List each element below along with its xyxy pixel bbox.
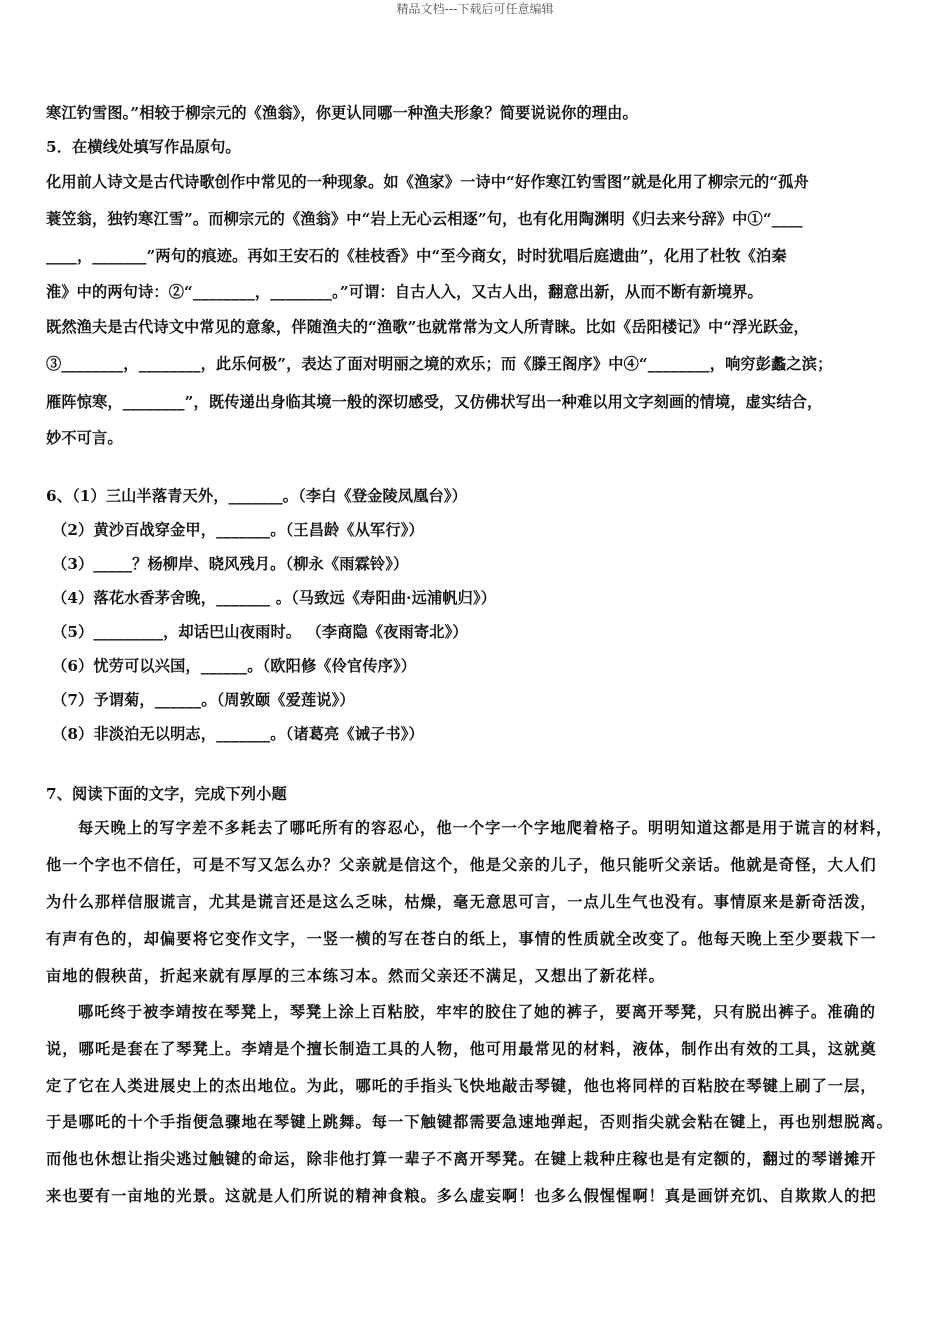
q5-title: 5．在横线处填写作品原句。 <box>46 138 241 156</box>
q6-item: （5）_________，却话巴山夜雨时。 （李商隐《夜雨寄北》） <box>52 623 468 641</box>
q7-paragraph-line: 于是哪吒的十个手指便急骤地在琴键上跳舞。每一下触键都需要急速地弹起，否则指尖就会粘在键上，再也别想脱离。 <box>46 1113 893 1131</box>
q5-line: 雁阵惊寒，________”，既传递出身临其境一般的深切感受，又仿佛状写出一种难以用文字刻画的情境，虚实结合， <box>46 393 823 411</box>
q7-paragraph-line: 他一个字也不信任，可是不写又怎么办？父亲就是信这个，他是父亲的儿子，他只能听父亲话。他就是奇怪，大人们 <box>46 856 877 874</box>
q7-paragraph-line: 来也要有一亩地的光景。这就是人们所说的精神食粮。多么虚妄啊！也多么假惺惺啊！真是画饼充饥、自欺欺人的把 <box>46 1187 877 1205</box>
q7-paragraph-line: 哪吒终于被李靖按在琴凳上，琴凳上涂上百粘胶，牢牢的胶住了她的裤子，要离开琴凳，只有脱出裤子。准确的 <box>78 1003 877 1021</box>
q7-paragraph-line: 定了它在人类进展史上的杰出地位。为此，哪吒的手指头飞快地敲击琴键，他也将同样的百粘胶在琴键上刷了一层， <box>46 1077 877 1095</box>
header-watermark: 精品文档---下载后可任意编辑 <box>396 2 554 16</box>
q6-item: （8）非淡泊无以明志，_______。（诸葛亮《诫子书》） <box>52 725 424 743</box>
q7-paragraph-line: 而他也休想让指尖逃过触键的命运，除非他打算一辈子不离开琴凳。在键上栽种庄稼也是有定额的，翻过的琴谱摊开 <box>46 1150 877 1168</box>
q6-item: （2）黄沙百战穿金甲，_______。（王昌龄《从军行》） <box>52 521 424 539</box>
q5-line: ____，_______”两句的痕迹。再如王安石的《桂枝香》中“至今商女，时时犹唱后庭遗曲”，化用了杜牧《泊秦 <box>46 247 787 265</box>
q5-line: 淮》中的两句诗：②“________，________。”可谓：自古人入，又古人出，翻意出新，从而不断有新境界。 <box>46 283 763 301</box>
q6-item: （7）予谓菊，______。（周敦颐《爱莲说》） <box>52 691 355 709</box>
q5-line: 既然渔夫是古代诗文中常见的意象，伴随渔夫的“渔歌”也就常常为文人所青睐。比如《岳阳楼记》中“浮光跃金， <box>46 318 809 336</box>
q6-item: （3）_____？杨柳岸、晓风残月。（柳永《雨霖铃》） <box>52 555 409 573</box>
q5-line: 蓑笠翁，独钓寒江雪”。而柳宗元的《渔翁》中“岩上无心云相逐”句，也有化用陶渊明《归去来兮辞》中①“____ <box>46 210 803 228</box>
q7-paragraph-line: 亩地的假秧苗，折起来就有厚厚的三本练习本。然而父亲还不满足，又想出了新花样。 <box>46 967 665 985</box>
q6-item: （4）落花水香茅舍晚，_______ 。（马致远《寿阳曲·远浦帆归》） <box>52 589 497 607</box>
q6-item: （6）忧劳可以兴国，______。（欧阳修《伶官传序》） <box>52 657 417 675</box>
q7-paragraph-line: 每天晚上的写字差不多耗去了哪吒所有的容忍心，他一个字一个字地爬着格子。明明知道这都是用于谎言的材料， <box>78 819 893 837</box>
q7-paragraph-line: 为什么那样信服谎言，尤其是谎言还是这么乏味，枯燥，毫无意思可言，一点儿生气也没有。事情原来是新奇活泼， <box>46 893 877 911</box>
q5-line: 妙不可言。 <box>46 429 123 447</box>
q5-line: 化用前人诗文是古代诗歌创作中常见的一种现象。如《渔家》一诗中“好作寒江钓雪图”就是化用了柳宗元的“孤舟 <box>46 173 809 191</box>
q6-item: 6、（1）三山半落青天外，_______。（李白《登金陵凤凰台》） <box>46 487 467 505</box>
q7-paragraph-line: 有声有色的，却偏要将它变作文字，一竖一横的写在苍白的纸上，事情的性质就全改变了。他每天晚上至少要栽下一 <box>46 930 877 948</box>
q5-line: ③________，________，此乐何极”，表达了面对明丽之境的欢乐；而《滕王阁序》中④“________，响穷彭蠡之滨； <box>46 355 833 373</box>
q7-title: 7、阅读下面的文字，完成下列小题 <box>46 785 287 803</box>
prev-question-tail: 寒江钓雪图。”相较于柳宗元的《渔翁》，你更认同哪一种渔夫形象？简要说说你的理由。 <box>46 104 638 122</box>
q7-paragraph-line: 说，哪吒是套在了琴凳上。李靖是个擅长制造工具的人物，他可用最常见的材料，液体，制作出有效的工具，这就奠 <box>46 1040 877 1058</box>
